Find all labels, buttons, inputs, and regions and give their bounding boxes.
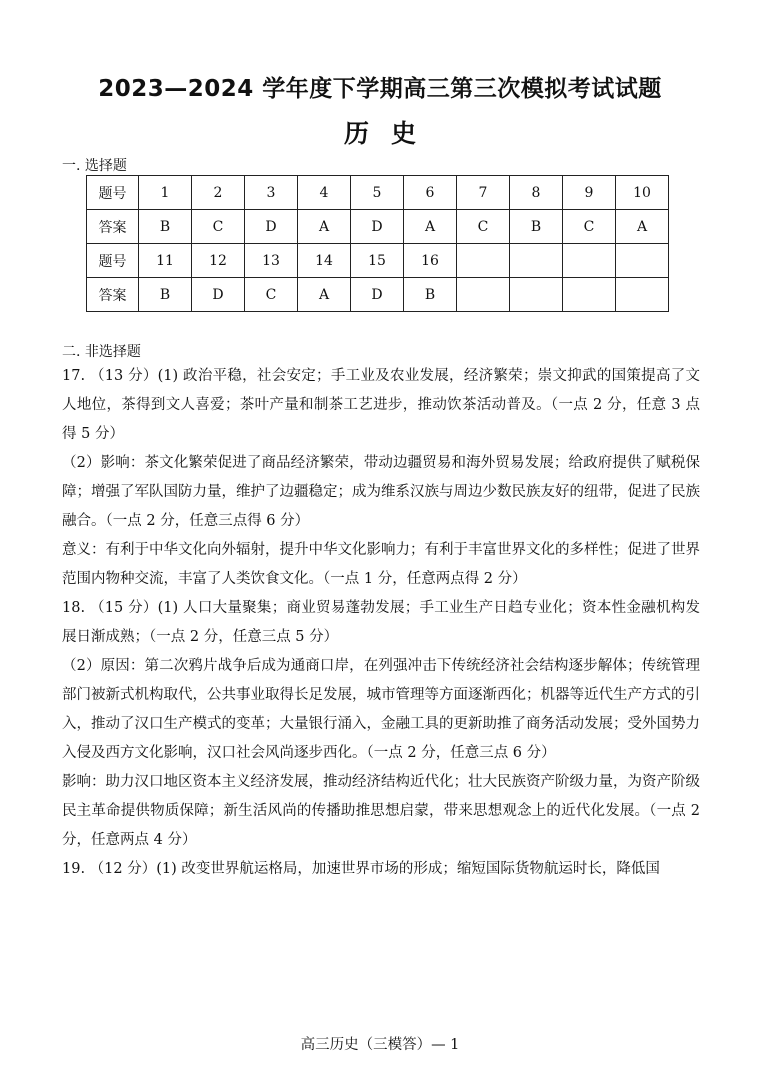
subject-title: 历史 [343, 119, 438, 148]
answer-content [62, 362, 700, 884]
answer-table-cell: C [457, 210, 510, 244]
answer-table-row-header: 题号 [87, 176, 139, 210]
answer-table-row [87, 278, 669, 312]
answer-table-cell [563, 278, 616, 312]
answer-table-cell: A [404, 210, 457, 244]
answer-table-cell: D [245, 210, 298, 244]
answer-table-row-header: 题号 [87, 244, 139, 278]
answer-table-row-header: 答案 [87, 278, 139, 312]
answer-table-cell: A [298, 210, 351, 244]
section-multiple-choice-title: 一. 选择题 [62, 158, 127, 174]
answer-table-cell: 8 [510, 176, 563, 210]
answer-table-cell: D [351, 210, 404, 244]
answer-table-cell [510, 278, 563, 312]
paragraph: 18. （15 分）(1) 人口大量聚集；商业贸易蓬勃发展；手工业生产日趋专业化；资本性金融机构发展日渐成熟；（一点 2 分，任意三点 5 分） [62, 600, 700, 645]
answer-table-cell: 5 [351, 176, 404, 210]
answer-table-cell: 7 [457, 176, 510, 210]
answer-table-cell: 16 [404, 244, 457, 278]
answer-table-cell: 9 [563, 176, 616, 210]
answer-table-cell: 3 [245, 176, 298, 210]
answer-table-cell: A [616, 210, 669, 244]
exam-title: 2023—2024 学年度下学期高三第三次模拟考试试题 [98, 76, 662, 102]
answer-table-cell: 13 [245, 244, 298, 278]
paragraph: 影响：助力汉口地区资本主义经济发展，推动经济结构近代化；壮大民族资产阶级力量，为资产阶级民主革命提供物质保障；新生活风尚的传播助推思想启蒙，带来思想观念上的近代化发展。（一点 2 分，任意两点 4 分） [62, 774, 700, 848]
answer-table-cell: 4 [298, 176, 351, 210]
answer-table [86, 175, 669, 312]
answer-table-cell: 11 [139, 244, 192, 278]
answer-table-row-header: 答案 [87, 210, 139, 244]
answer-table-cell: C [245, 278, 298, 312]
answer-table-cell: C [563, 210, 616, 244]
answer-table-row [87, 210, 669, 244]
answer-table-cell: 6 [404, 176, 457, 210]
answer-table-cell: 10 [616, 176, 669, 210]
answer-table-cell [616, 244, 669, 278]
answer-table-cell: B [139, 278, 192, 312]
answer-table-cell: 12 [192, 244, 245, 278]
answer-table-cell: 15 [351, 244, 404, 278]
answer-table-row [87, 176, 669, 210]
page-footer: 高三历史（三模答）— 1 [300, 1037, 460, 1053]
answer-table-cell: 2 [192, 176, 245, 210]
section-non-choice-title: 二. 非选择题 [62, 344, 141, 360]
answer-table-cell: A [298, 278, 351, 312]
paragraph: 19. （12 分）(1) 改变世界航运格局，加速世界市场的形成；缩短国际货物航运时长，降低国 [62, 861, 660, 877]
answer-table-cell: 14 [298, 244, 351, 278]
paragraph: （2）影响：茶文化繁荣促进了商品经济繁荣，带动边疆贸易和海外贸易发展；给政府提供了赋税保障；增强了军队国防力量，维护了边疆稳定；成为维系汉族与周边少数民族友好的纽带，促进了民族融合。（一点 2 分，任意三点得 6 分） [62, 455, 700, 529]
answer-table-cell: D [192, 278, 245, 312]
answer-table-cell: B [404, 278, 457, 312]
answer-table-cell: B [510, 210, 563, 244]
answer-table-cell [457, 278, 510, 312]
answer-table-cell [457, 244, 510, 278]
paragraph: 意义：有利于中华文化向外辐射，提升中华文化影响力；有利于丰富世界文化的多样性；促进了世界范围内物种交流，丰富了人类饮食文化。（一点 1 分，任意两点得 2 分） [62, 542, 700, 587]
answer-table-cell: 1 [139, 176, 192, 210]
answer-table-cell: D [351, 278, 404, 312]
answer-table-cell [563, 244, 616, 278]
answer-table-cell [510, 244, 563, 278]
answer-table-row [87, 244, 669, 278]
answer-table-cell: C [192, 210, 245, 244]
paragraph: 17. （13 分）(1) 政治平稳，社会安定；手工业及农业发展，经济繁荣；崇文抑武的国策提高了文人地位，茶得到文人喜爱；茶叶产量和制茶工艺进步，推动饮茶活动普及。（一点 2 分，任意 3 点得 5 分） [62, 368, 700, 442]
paragraph: （2）原因：第二次鸦片战争后成为通商口岸，在列强冲击下传统经济社会结构逐步解体；传统管理部门被新式机构取代，公共事业取得长足发展，城市管理等方面逐渐西化；机器等近代生产方式的引入，推动了汉口生产模式的变革；大量银行涌入，金融工具的更新助推了商务活动发展；受外国势力入侵及西方文化影响，汉口社会风尚逐步西化。（一点 2 分，任意三点 6 分） [62, 658, 700, 761]
answer-table-cell [616, 278, 669, 312]
answer-table-cell: B [139, 210, 192, 244]
